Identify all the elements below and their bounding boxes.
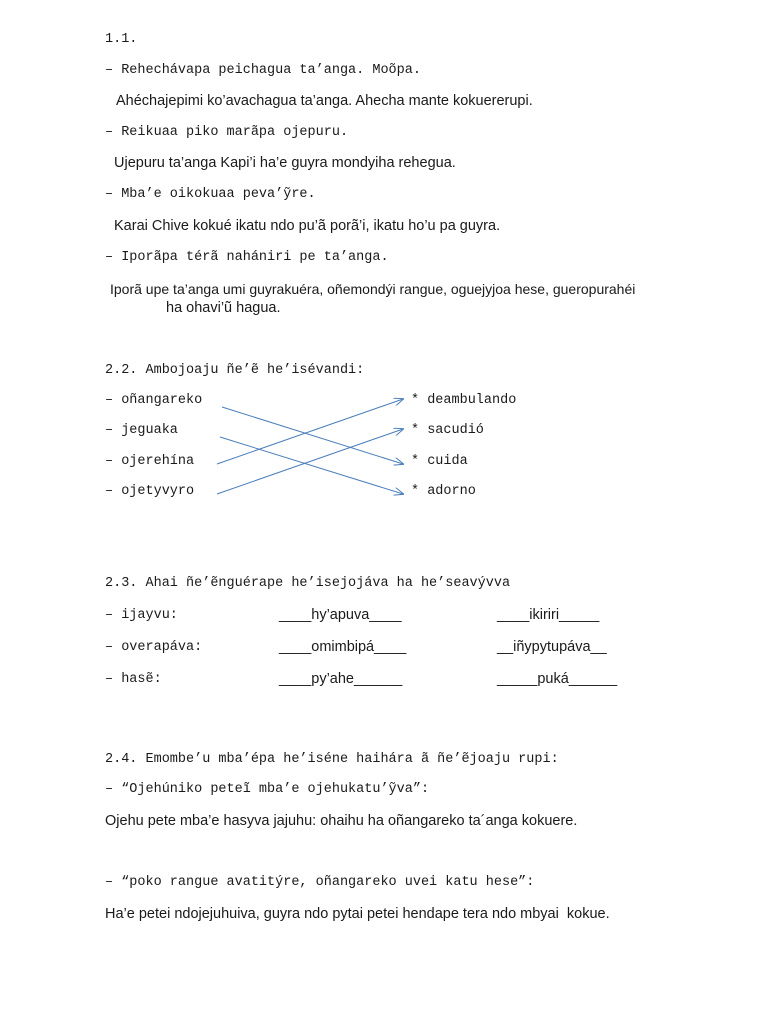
section-2-heading: 2.2. Ambojoaju ñe’ẽ he’isévandi: xyxy=(105,363,365,378)
match-right-1: * deambulando xyxy=(411,393,517,408)
match-arrow-3 xyxy=(217,399,403,464)
answer-2: Ujepuru ta’anga Kapi’i ha’e guyra mondyiha rehegua. xyxy=(114,155,456,171)
quote-2: – “poko rangue avatitýre, oñangareko uvei katu hese”: xyxy=(105,875,535,890)
question-1: – Rehechávapa peichagua ta’anga. Moõpa. xyxy=(105,63,421,78)
row-1-word: – ijayvu: xyxy=(105,608,178,623)
row-1-synonym: ____hy’apuva____ xyxy=(279,607,402,623)
match-right-3: * cuida xyxy=(411,454,468,469)
row-3-word: – hasẽ: xyxy=(105,672,162,687)
quote-1-answer: Ojehu pete mba’e hasyva jajuhu: ohaihu ha oñangareko ta´anga kokuere. xyxy=(105,813,578,829)
match-left-3: – ojerehína xyxy=(105,454,195,469)
row-3-synonym: ____py’ahe______ xyxy=(279,671,403,687)
match-right-4: * adorno xyxy=(411,484,476,499)
match-right-2: * sacudió xyxy=(411,423,484,438)
match-arrow-2 xyxy=(220,437,403,494)
answer-4-line-2: ha ohavi’ũ hagua. xyxy=(166,300,281,316)
question-3: – Mba’e oikokuaa peva’ỹre. xyxy=(105,187,316,202)
quote-1: – “Ojehúniko peteĩ mba’e ojehukatu’ỹva”: xyxy=(105,782,430,797)
row-2-antonym: __iñypytupáva__ xyxy=(497,639,607,655)
match-left-1: – oñangareko xyxy=(105,393,203,408)
match-left-4: – ojetyvyro xyxy=(105,484,195,499)
section-4-heading: 2.4. Emombe’u mba’épa he’iséne haihára ã ñe’ẽjoaju rupi: xyxy=(105,752,559,767)
row-2-synonym: ____omimbipá____ xyxy=(279,639,407,655)
row-2-word: – overapáva: xyxy=(105,640,203,655)
answer-4-line-1: Iporã upe ta’anga umi guyrakuéra, oñemondýi rangue, oguejyjoa hese, gueropurahéi xyxy=(110,281,636,297)
match-arrow-4 xyxy=(217,429,403,494)
question-2: – Reikuaa piko marãpa ojepuru. xyxy=(105,125,349,140)
match-left-2: – jeguaka xyxy=(105,423,178,438)
answer-3: Karai Chive kokué ikatu ndo pu’ã porã’i, ikatu ho’u pa guyra. xyxy=(114,218,501,234)
row-3-antonym: _____puká______ xyxy=(497,671,618,687)
match-arrow-1 xyxy=(222,407,403,464)
section-3-heading: 2.3. Ahai ñe’ẽnguérape he’isejojáva ha he’seavývva xyxy=(105,576,511,591)
question-4: – Iporãpa térã nahániri pe ta’anga. xyxy=(105,250,389,265)
row-1-antonym: ____ikiriri_____ xyxy=(497,607,600,623)
section-1-heading: 1.1. xyxy=(105,32,138,47)
answer-1: Ahéchajepimi ko’avachagua ta’anga. Ahecha mante kokuererupi. xyxy=(116,93,533,109)
quote-2-answer: Ha’e petei ndojejuhuiva, guyra ndo pytai petei hendape tera ndo mbyai kokue. xyxy=(105,906,610,922)
